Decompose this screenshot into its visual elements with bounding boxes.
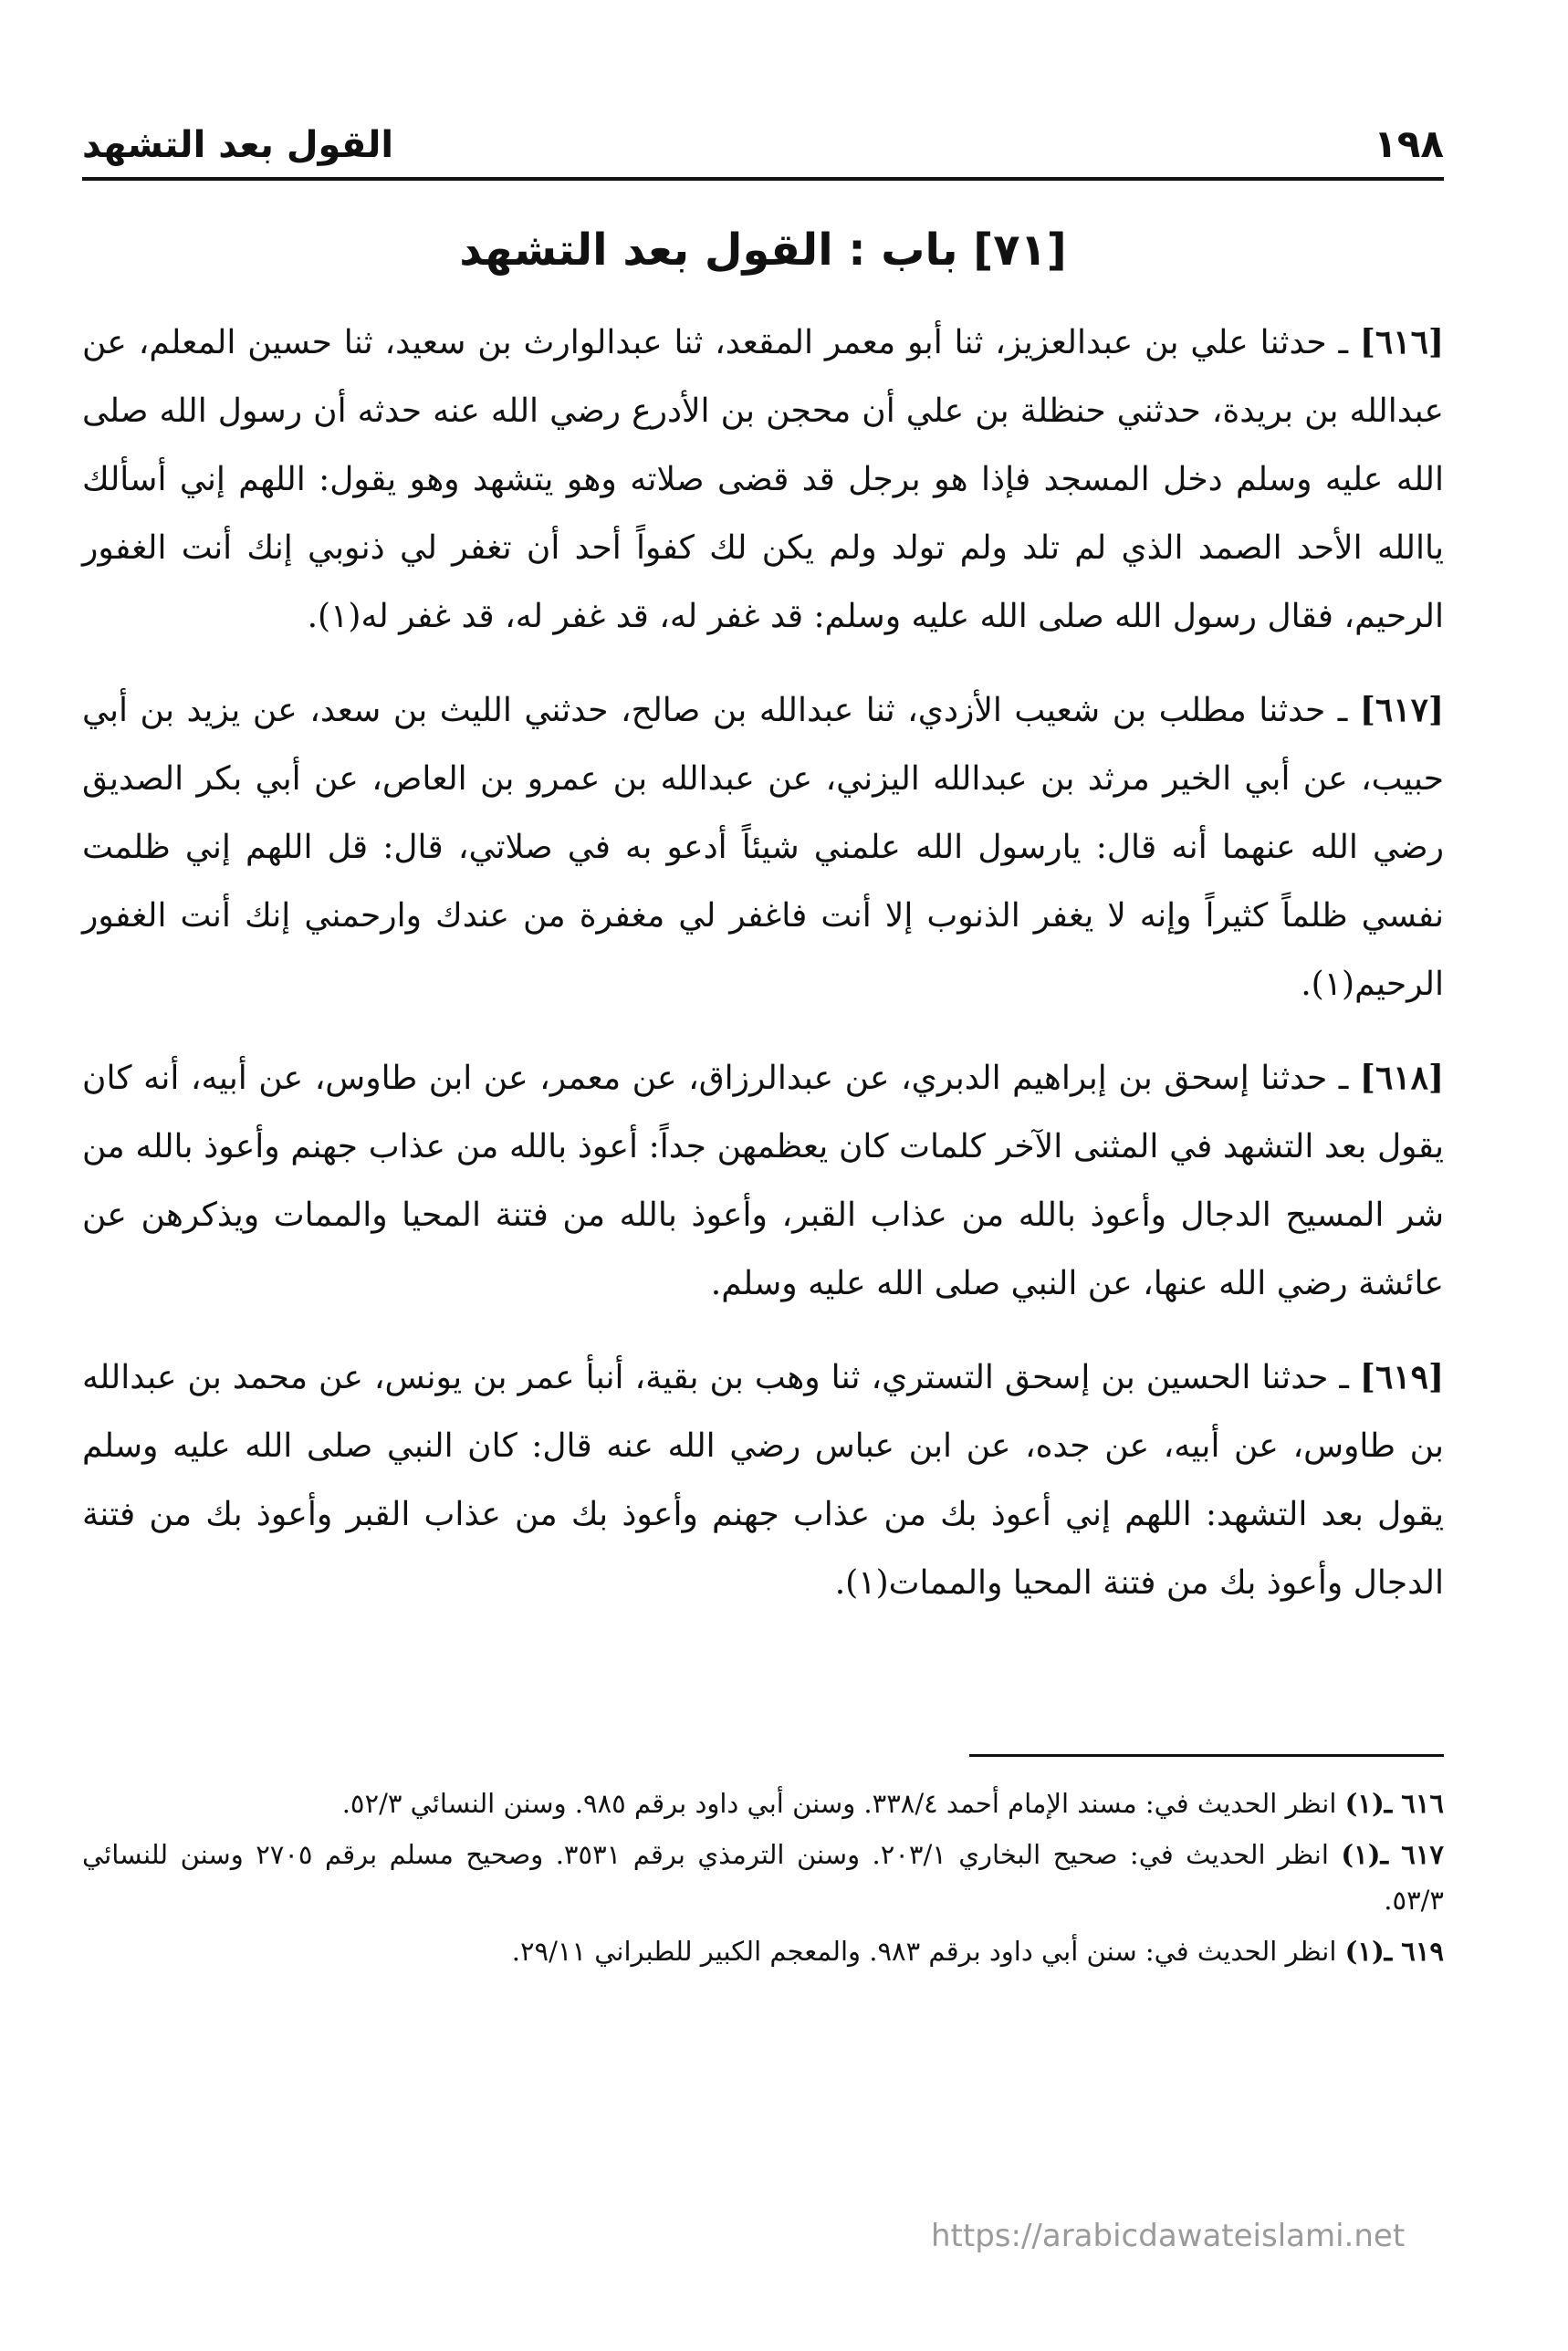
running-title: القول بعد التشهد: [82, 124, 394, 166]
hadith-number: [٦١٧]: [1359, 691, 1444, 729]
hadith-text: ـ حدثنا إسحق بن إبراهيم الدبري، عن عبدالرزاق، عن معمر، عن ابن طاوس، عن أبيه، أنه كان يقول بعد التشهد في المثنى الآخر كلمات كان يعظمهن جداً: أعوذ بالله من عذاب جهنم وأعوذ بالله من شر المسيح الدجال وأعوذ بالله من عذاب القبر، وأعوذ بالله من فتنة المحيا والممات ويذكرهن عن عائشة رضي الله عنها، عن النبي صلى الله عليه وسلم.: [82, 1060, 1444, 1302]
watermark: https://arabicdawateislami.net: [931, 2218, 1406, 2254]
footnote-616: [82, 1781, 1444, 1826]
hadith-number: [٦١٦]: [1359, 323, 1444, 361]
footnote-617: [82, 1832, 1444, 1923]
footnote-text: انظر الحديث في: سنن أبي داود برقم ٩٨٣. والمعجم الكبير للطبراني ٢٩/١١.: [511, 1936, 1337, 1967]
hadith-text: ـ حدثنا الحسين بن إسحق التستري، ثنا وهب بن بقية، أنبأ عمر بن يونس، عن محمد بن عبدالله بن طاوس، عن أبيه، عن جده، عن ابن عباس رضي الله عنه قال: كان النبي صلى الله عليه وسلم يقول بعد التشهد: اللهم إني أعوذ بك من عذاب جهنم وأعوذ بك من عذاب القبر وأعوذ بك من فتنة الدجال وأعوذ بك من فتنة المحيا والممات(١).: [82, 1359, 1445, 1602]
footnote-text: انظر الحديث في: مسند الإمام أحمد ٣٣٨/٤. وسنن أبي داود برقم ٩٨٥. وسنن النسائي ٥٢/٣.: [341, 1788, 1337, 1819]
chapter-title: [٧١] باب : القول بعد التشهد: [459, 225, 1067, 276]
hadith-text: ـ حدثنا علي بن عبدالعزيز، ثنا أبو معمر المقعد، ثنا عبدالوارث بن سعيد، ثنا حسين المعلم، عن عبدالله بن بريدة، حدثني حنظلة بن علي أن محجن بن الأدرع رضي الله عنه حدثه أن رسول الله صلى الله عليه وسلم دخل المسجد فإذا هو برجل قد قضى صلاته وهو يتشهد وهو يقول: اللهم إني أسألك ياالله الأحد الصمد الذي لم تلد ولم تولد ولم يكن لك كفواً أحد أن تغفر لي ذنوبي إنك أنت الغفور الرحيم، فقال رسول الله صلى الله عليه وسلم: قد غفر له، قد غفر له، قد غفر له(١).: [82, 324, 1444, 635]
footnotes: [82, 1781, 1444, 1974]
footnote-text: انظر الحديث في: صحيح البخاري ٢٠٣/١. وسنن الترمذي برقم ٣٥٣١. وصحيح مسلم برقم ٢٧٠٥ وسنن للنسائي ٥٣/٣.: [82, 1839, 1444, 1916]
page-number: ١٩٨: [1374, 121, 1444, 166]
footnote-ref: ٦١٦ ـ(١): [1344, 1788, 1444, 1819]
hadith-617: [82, 676, 1444, 1019]
hadith-619: [82, 1343, 1444, 1617]
hadith-number: [٦١٨]: [1359, 1059, 1444, 1097]
hadith-616: [82, 308, 1444, 651]
book-page: [82, 100, 1444, 2291]
footnote-divider: [969, 1754, 1444, 1757]
footnote-ref: ٦١٧ ـ(١): [1341, 1839, 1445, 1870]
hadith-618: [82, 1044, 1444, 1318]
hadith-text: ـ حدثنا مطلب بن شعيب الأزدي، ثنا عبدالله بن صالح، حدثني الليث بن سعد، عن يزيد بن أبي حبيب، عن أبي الخير مرثد بن عبدالله اليزني، عن عبدالله بن عمرو بن العاص، عن أبي بكر الصديق رضي الله عنهما أنه قال: يارسول الله علمني شيئاً أدعو به في صلاتي، قال: قل اللهم إني ظلمت نفسي ظلماً كثيراً وإنه لا يغفر الذنوب إلا أنت فاغفر لي مغفرة من عندك وارحمني إنك أنت الغفور الرحيم(١).: [82, 692, 1444, 1003]
footnote-619: [82, 1928, 1444, 1974]
footnote-ref: ٦١٩ ـ(١): [1344, 1936, 1444, 1967]
hadith-number: [٦١٩]: [1359, 1358, 1444, 1396]
page-header: [82, 100, 1444, 181]
